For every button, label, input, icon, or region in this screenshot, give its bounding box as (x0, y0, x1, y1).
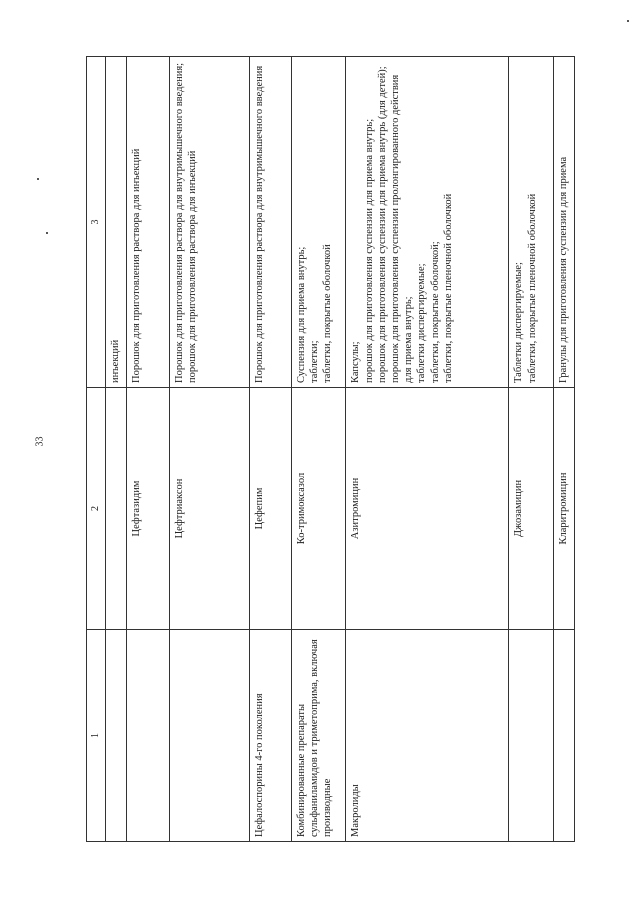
forms-cell (249, 57, 291, 388)
forms-cell (509, 57, 553, 388)
drug-cell: Кларитромицин (553, 388, 574, 630)
group-cell: Макролиды (346, 630, 509, 842)
forms-cell (106, 57, 127, 388)
drug-cell: Азитромицин (346, 388, 509, 630)
forms-cell (553, 57, 574, 388)
drug-cell: Джозамицин (509, 388, 553, 630)
table-row (106, 57, 127, 842)
form-line: порошок для приготовления суспензии для приема внутрь; (363, 118, 375, 383)
forms-cell (291, 57, 346, 388)
drug-table (86, 56, 575, 842)
header-col-1: 1 (87, 630, 106, 842)
table-row (291, 57, 346, 842)
group-cell (509, 630, 553, 842)
scan-mark (46, 232, 48, 234)
table-header-row (87, 57, 106, 842)
table-row (346, 57, 509, 842)
page-number: 33 (34, 436, 46, 447)
form-line: Порошок для приготовления раствора для инъекций (131, 148, 143, 383)
form-line: таблетки, покрытые пленочной оболочкой (526, 193, 538, 383)
group-cell: Цефалоспорины 4-го поколения (249, 630, 291, 842)
form-line: таблетки, покрытые оболочкой (322, 244, 333, 383)
form-line: Порошок для приготовления раствора для внутримышечного введения; (173, 62, 185, 383)
form-line: Порошок для приготовления раствора для внутримышечного введения (253, 65, 265, 383)
forms-cell (346, 57, 509, 388)
group-cell (106, 630, 127, 842)
header-col-3: 3 (87, 57, 106, 388)
group-cell (553, 630, 574, 842)
rotated-table-container (86, 57, 575, 842)
form-line: порошок для приготовления суспензии пролонгированного действия для приема внутрь; (389, 74, 415, 383)
form-line: Суспензия для приема внутрь; (295, 246, 307, 383)
forms-cell (127, 57, 169, 388)
form-line: таблетки, покрытые пленочной оболочкой (442, 193, 454, 383)
group-cell (127, 630, 169, 842)
group-cell (169, 630, 249, 842)
form-line: порошок для приготовления суспензии для приема внутрь (для детей); (376, 66, 388, 383)
group-cell: Комбинированные препараты сульфаниламидов и триметоприма, включая производные (291, 630, 346, 842)
drug-cell: Цефтриаксон (169, 388, 249, 630)
table-row (553, 57, 574, 842)
table-row (509, 57, 553, 842)
form-line: Гранулы для приготовления суспензии для приема (557, 156, 569, 383)
drug-cell (106, 388, 127, 630)
form-line: таблетки; (308, 340, 320, 383)
form-line: таблетки, покрытые оболочкой; (429, 241, 441, 383)
table-row (169, 57, 249, 842)
form-line: порошок для приготовления раствора для инъекций (186, 150, 198, 383)
form-line: Таблетки диспергируемые; (513, 262, 525, 383)
form-line: Капсулы; (350, 341, 362, 383)
form-line: инъекций (110, 339, 122, 383)
header-col-2: 2 (87, 388, 106, 630)
table-row (127, 57, 169, 842)
scan-mark (37, 178, 39, 180)
drug-cell: Цефепим (249, 388, 291, 630)
forms-cell (169, 57, 249, 388)
table-row (249, 57, 291, 842)
scan-mark (627, 20, 629, 22)
drug-cell: Цефтазидим (127, 388, 169, 630)
drug-cell: Ко-тримоксазол (291, 388, 346, 630)
form-line: таблетки диспергируемые; (416, 263, 428, 383)
